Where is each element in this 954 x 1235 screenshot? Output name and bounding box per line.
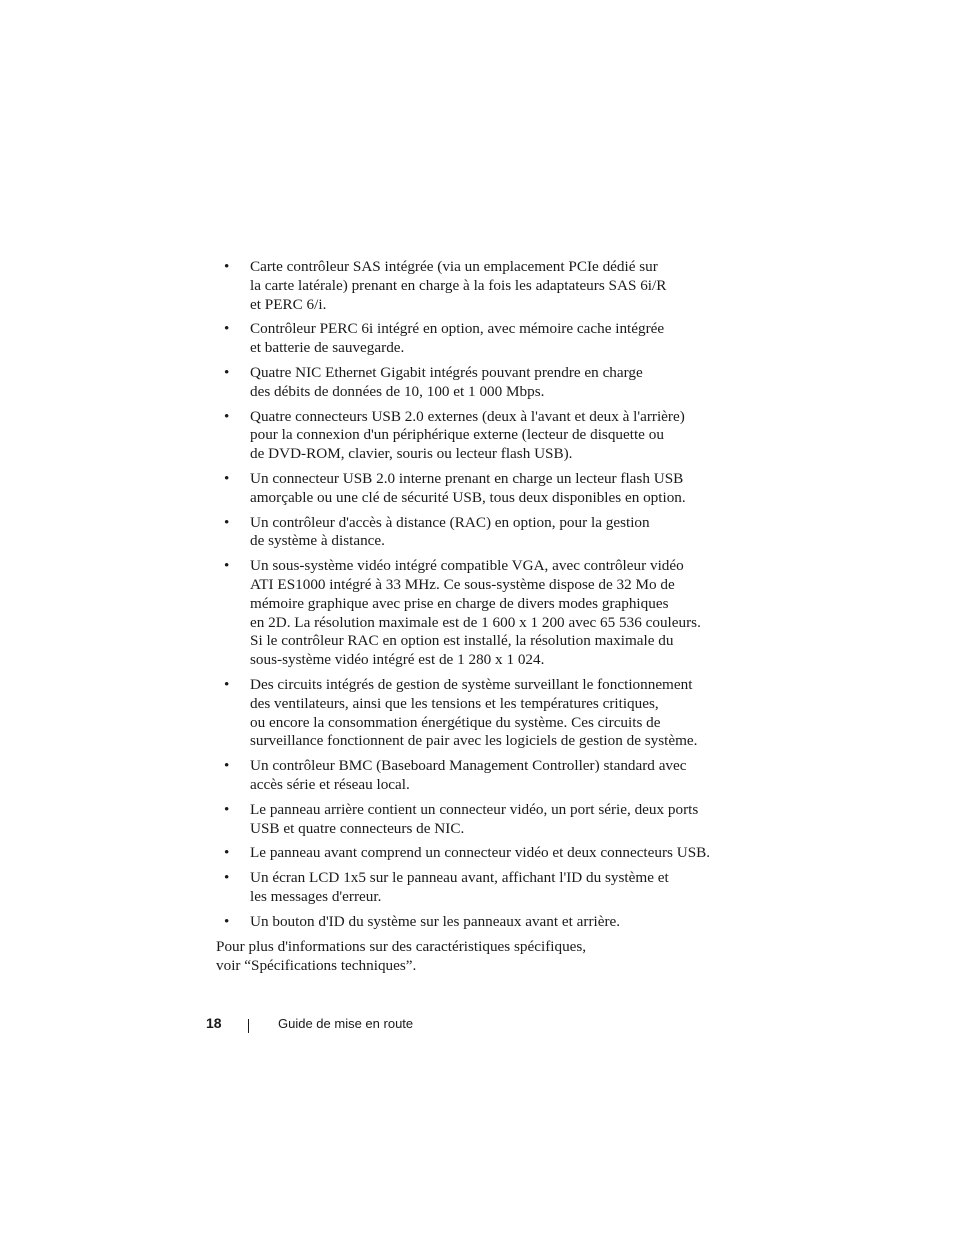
feature-line: de DVD-ROM, clavier, souris ou lecteur flash USB). [250,445,573,463]
feature-text [250,470,722,508]
feature-line: Un connecteur USB 2.0 interne prenant en charge un lecteur flash USB [250,469,684,487]
feature-line: Le panneau arrière contient un connecteur vidéo, un port série, deux ports [250,800,699,818]
feature-text [250,676,722,751]
feature-text [250,364,722,402]
feature-item [222,470,722,508]
feature-line: des débits de données de 10, 100 et 1 000 Mbps. [250,382,545,400]
feature-item [222,757,722,795]
bullet-icon: • [224,869,230,887]
feature-item [222,913,722,932]
closing-paragraph [216,938,736,976]
feature-line: les messages d'erreur. [250,887,382,905]
bullet-icon: • [224,912,230,930]
feature-item [222,844,722,863]
feature-text [250,801,722,839]
page-number: 18 [206,1015,222,1031]
feature-line: Un contrôleur BMC (Baseboard Management Controller) standard avec [250,757,687,775]
feature-line: ATI ES1000 intégré à 33 MHz. Ce sous-système dispose de 32 Mo de [250,575,675,593]
feature-line: accès série et réseau local. [250,775,410,793]
feature-text [250,844,722,863]
feature-line: Le panneau avant comprend un connecteur vidéo et deux connecteurs USB. [250,844,711,862]
feature-item [222,364,722,402]
feature-line: Des circuits intégrés de gestion de système surveillant le fonctionnement [250,675,693,693]
closing-line: Pour plus d'informations sur des caractéristiques spécifiques, [216,938,587,955]
feature-line: pour la connexion d'un périphérique externe (lecteur de disquette ou [250,426,664,444]
bullet-icon: • [224,469,230,487]
feature-text [250,258,722,314]
feature-line: USB et quatre connecteurs de NIC. [250,819,465,837]
feature-text [250,869,722,907]
page-footer [206,1014,606,1036]
bullet-icon: • [224,800,230,818]
feature-line: Contrôleur PERC 6i intégré en option, avec mémoire cache intégrée [250,320,665,338]
feature-item [222,320,722,358]
bullet-icon: • [224,320,230,338]
feature-text [250,514,722,552]
feature-line: en 2D. La résolution maximale est de 1 600 x 1 200 avec 65 536 couleurs. [250,613,701,631]
feature-line: Un bouton d'ID du système sur les panneaux avant et arrière. [250,912,621,930]
feature-item [222,801,722,839]
feature-line: Quatre connecteurs USB 2.0 externes (deux à l'avant et deux à l'arrière) [250,407,685,425]
feature-line: ou encore la consommation énergétique du système. Ces circuits de [250,713,661,731]
feature-line: Un écran LCD 1x5 sur le panneau avant, affichant l'ID du système et [250,869,669,887]
feature-line: Si le contrôleur RAC en option est installé, la résolution maximale du [250,632,674,650]
feature-line: et batterie de sauvegarde. [250,339,405,357]
feature-text [250,320,722,358]
bullet-icon: • [224,844,230,862]
feature-text [250,913,722,932]
feature-line: de système à distance. [250,532,385,550]
bullet-icon: • [224,757,230,775]
bullet-icon: • [224,363,230,381]
feature-line: la carte latérale) prenant en charge à la fois les adaptateurs SAS 6i/R [250,276,667,294]
feature-text [250,757,722,795]
feature-line: Carte contrôleur SAS intégrée (via un emplacement PCIe dédié sur [250,258,658,275]
feature-line: Un sous-système vidéo intégré compatible VGA, avec contrôleur vidéo [250,557,684,575]
footer-title: Guide de mise en route [278,1016,414,1031]
feature-item [222,514,722,552]
feature-item [222,676,722,751]
feature-item [222,557,722,670]
feature-item [222,258,722,314]
closing-line: voir “Spécifications techniques”. [216,956,417,974]
feature-list [222,258,722,938]
feature-item [222,869,722,907]
footer-separator [248,1019,249,1033]
feature-line: surveillance fonctionnent de pair avec les logiciels de gestion de système. [250,732,698,750]
feature-line: et PERC 6/i. [250,295,327,313]
feature-line: amorçable ou une clé de sécurité USB, tous deux disponibles en option. [250,488,686,506]
feature-line: sous-système vidéo intégré est de 1 280 x 1 024. [250,651,545,669]
feature-line: mémoire graphique avec prise en charge de divers modes graphiques [250,594,669,612]
feature-line: Un contrôleur d'accès à distance (RAC) en option, pour la gestion [250,513,650,531]
bullet-icon: • [224,258,230,275]
feature-line: des ventilateurs, ainsi que les tensions et les températures critiques, [250,694,659,712]
feature-text [250,408,722,464]
bullet-icon: • [224,675,230,693]
bullet-icon: • [224,513,230,531]
bullet-icon: • [224,557,230,575]
feature-item [222,408,722,464]
bullet-icon: • [224,407,230,425]
feature-line: Quatre NIC Ethernet Gigabit intégrés pouvant prendre en charge [250,363,643,381]
feature-text [250,557,722,670]
